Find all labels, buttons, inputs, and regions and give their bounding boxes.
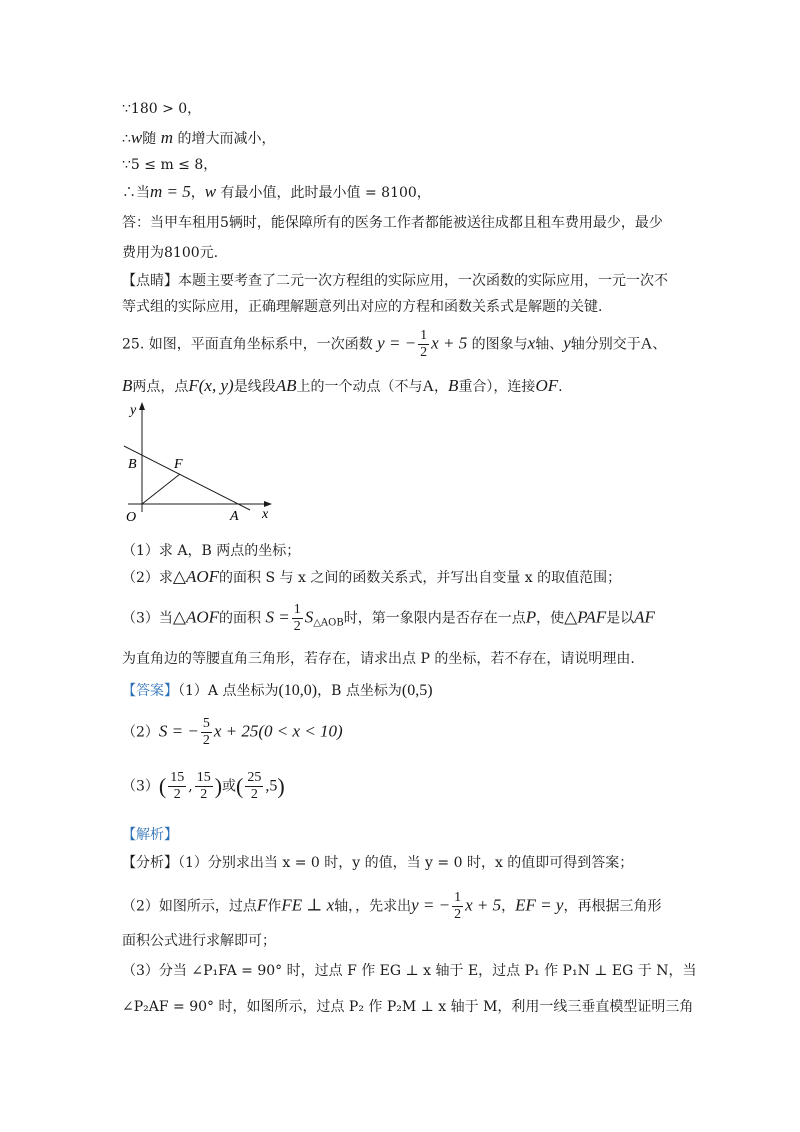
analysis-line: 面积公式进行求解即可；: [122, 933, 276, 949]
question-part: （3）当△AOF的面积 S = $\frac{1}{2}$ $S_{\triangle AOB}$时，第一象限内是否存在一点P，使△PAF是以AF: [122, 602, 655, 634]
fraction: $\frac{1}{2}$: [454, 890, 462, 922]
label-x: x: [262, 507, 269, 522]
fraction: $\frac{25}{2}$: [247, 770, 262, 802]
label-b: B: [128, 457, 137, 472]
line-ab: [124, 446, 250, 510]
question-line: 25. 如图，平面直角坐标系中，一次函数 y = − $\frac{1}{2}$ x + 5 的图象与x轴、y轴分别交于A、: [122, 328, 667, 360]
label-f: F: [174, 457, 183, 472]
label-y: y: [130, 403, 137, 418]
answer-line: （2）S = − $\frac{5}{2}$ x + 25(0 < x < 10): [122, 716, 343, 748]
answer-tag: 【答案】: [122, 683, 178, 699]
question-part: 为直角边的等腰直角三角形，若存在，请求出点 P 的坐标，若不存在，请说明理由.: [122, 651, 635, 667]
y-axis-arrow: [139, 402, 145, 410]
text-line: 答：当甲车租用5辆时，能保障所有的医务工作者都能被送往成都且租车费用最少，最少: [122, 215, 663, 231]
fraction: $\frac{15}{2}$: [170, 770, 185, 802]
question-part: （2）求△AOF的面积 S 与 x 之间的函数关系式，并写出自变量 x 的取值范围；: [122, 567, 622, 586]
answer-line: （3）( $\frac{15}{2}$ , $\frac{15}{2}$ )或( $\frac{25}{2}$ ,5): [122, 770, 285, 802]
text-line: 等式组的实际应用，正确理解题意列出对应的方程和函数关系式是解题的关键.: [122, 299, 603, 315]
text-line: 费用为8100元.: [122, 245, 219, 261]
analysis-line: （3）分当 ∠P₁FA = 90° 时，过点 F 作 EG ⊥ x 轴于 E，过点 P₁ 作 P₁N ⊥ EG 于 N，当: [122, 963, 697, 979]
text-line: ∴w随 m 的增大而减小，: [122, 128, 276, 147]
segment-of: [142, 474, 180, 504]
label-o: O: [126, 510, 137, 525]
fraction: $\frac{1}{2}$: [293, 602, 301, 634]
fraction: $\frac{1}{2}$: [420, 328, 428, 360]
text-line: ∵180 > 0，: [122, 101, 202, 117]
text-line: ∵5 ≤ m ≤ 8，: [122, 157, 218, 173]
analysis-line: ∠P₂AF = 90° 时，如图所示，过点 P₂ 作 P₂M ⊥ x 轴于 M，利用一线三垂直模型证明三角: [122, 999, 694, 1015]
answer-line: 【答案】（1）A 点坐标为(10,0)，B 点坐标为(0,5): [122, 682, 433, 699]
text-line: 【点睛】本题主要考查了二元一次方程组的实际应用，一次函数的实际应用，一元一次不: [122, 273, 668, 289]
label-a: A: [230, 509, 239, 524]
analysis-line: 【分析】（1）分别求出当 x = 0 时，y 的值，当 y = 0 时，x 的值即可得到答案；: [122, 855, 634, 871]
question-part: （1）求 A，B 两点的坐标；: [122, 543, 301, 559]
analysis-tag: 【解析】: [122, 827, 178, 843]
fraction: $\frac{15}{2}$: [196, 770, 211, 802]
question-line: B两点，点F(x, y)是线段AB上的一个动点（不与A，B重合），连接OF.: [122, 376, 563, 395]
text-line: ∴当m = 5，w 有最小值，此时最小值 = 8100，: [122, 182, 431, 201]
fraction: $\frac{5}{2}$: [202, 716, 210, 748]
analysis-line: （2）如图所示，过点F作FE ⊥ x轴，，先求出y = − $\frac{1}{2}$ x + 5，EF = y，再根据三角形: [122, 890, 662, 922]
coordinate-graph: [118, 400, 288, 530]
